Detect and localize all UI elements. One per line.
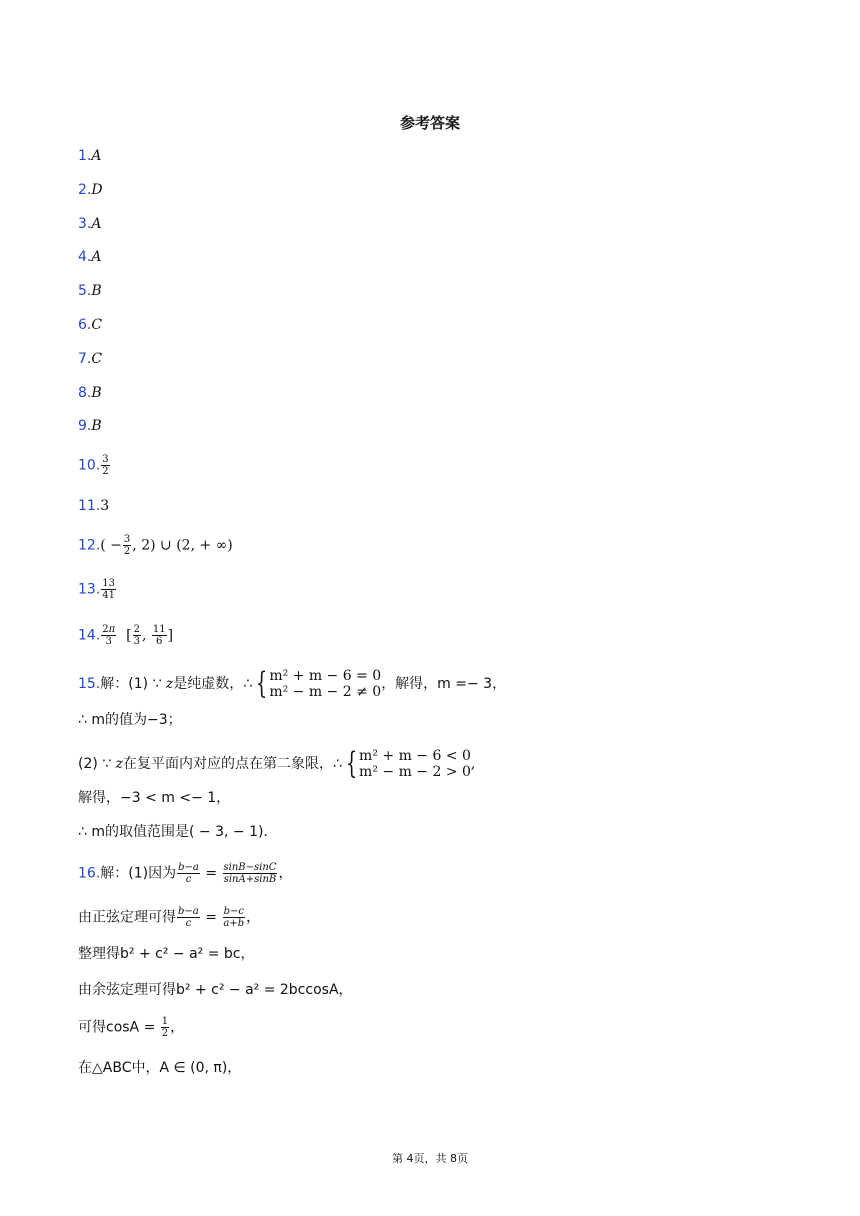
- answer-13: 13. $\frac{13}{41}$: [78, 578, 115, 601]
- q15-line-5: ∴ m的取值范围是( − 3, − 1)．: [78, 824, 278, 840]
- q16-line-6: 在△ABC中，A ∈ (0, π)，: [78, 1060, 242, 1076]
- answer-12: 12.( − $\frac{3}{2}$ , 2) ∪ (2, + ∞): [78, 534, 233, 557]
- answer-14: 14. $\frac{2\pi}{3}$ [ $\frac{2}{3}$ , $\frac{11}{6}$ ]: [78, 624, 174, 647]
- answer-3: 3.A: [78, 216, 102, 232]
- answer-11: 11.3: [78, 498, 110, 514]
- answer-1: 1.A: [78, 148, 102, 164]
- equation-system-1: m² + m − 6 = 0 m² − m − 2 ≠ 0: [269, 668, 382, 700]
- q15-line-3: (2) ∵ z在复平面内对应的点在第二象限，∴ { m² + m − 6 < 0 m² − m − 2 > 0 ,: [78, 746, 476, 781]
- q16-line-5: 可得cosA = $\frac{1}{2}$ ，: [78, 1016, 185, 1039]
- answer-2: 2.D: [78, 182, 103, 198]
- answer-8: 8.B: [78, 385, 102, 401]
- answer-5: 5.B: [78, 283, 102, 299]
- q16-line-3: 整理得b² + c² − a² = bc，: [78, 946, 255, 962]
- answer-7: 7.C: [78, 351, 103, 367]
- answer-9: 9.B: [78, 418, 102, 434]
- q16-line-4: 由余弦定理可得b² + c² − a² = 2bccosA，: [78, 982, 353, 998]
- q15-line-2: ∴ m的值为−3；: [78, 712, 182, 728]
- q16-line-1: 16.解：(1)因为 $\frac{b-a}{c}$ = $\frac{\sin B-\sin C}{\sin A+\sin B}$ ，: [78, 862, 293, 885]
- q15-line-1: 15.解：(1) ∵ z是纯虚数，∴ { m² + m − 6 = 0 m² − m − 2 ≠ 0 ，解得，m =− 3，: [78, 666, 507, 701]
- q16-line-2: 由正弦定理可得 $\frac{b-a}{c}$ = $\frac{b-c}{a+b}$ ，: [78, 906, 261, 929]
- page-title: 参考答案: [399, 114, 460, 132]
- answer-10: 10. $\frac{3}{2}$: [78, 454, 109, 477]
- answer-4: 4.A: [78, 249, 102, 265]
- page-footer: 第 4页，共 8页: [392, 1152, 468, 1165]
- q15-line-4: 解得，−3 < m <− 1，: [78, 790, 231, 806]
- fraction: $\frac{3}{2}$: [102, 454, 109, 477]
- equation-system-2: m² + m − 6 < 0 m² − m − 2 > 0: [359, 748, 471, 780]
- answer-6: 6.C: [78, 317, 103, 333]
